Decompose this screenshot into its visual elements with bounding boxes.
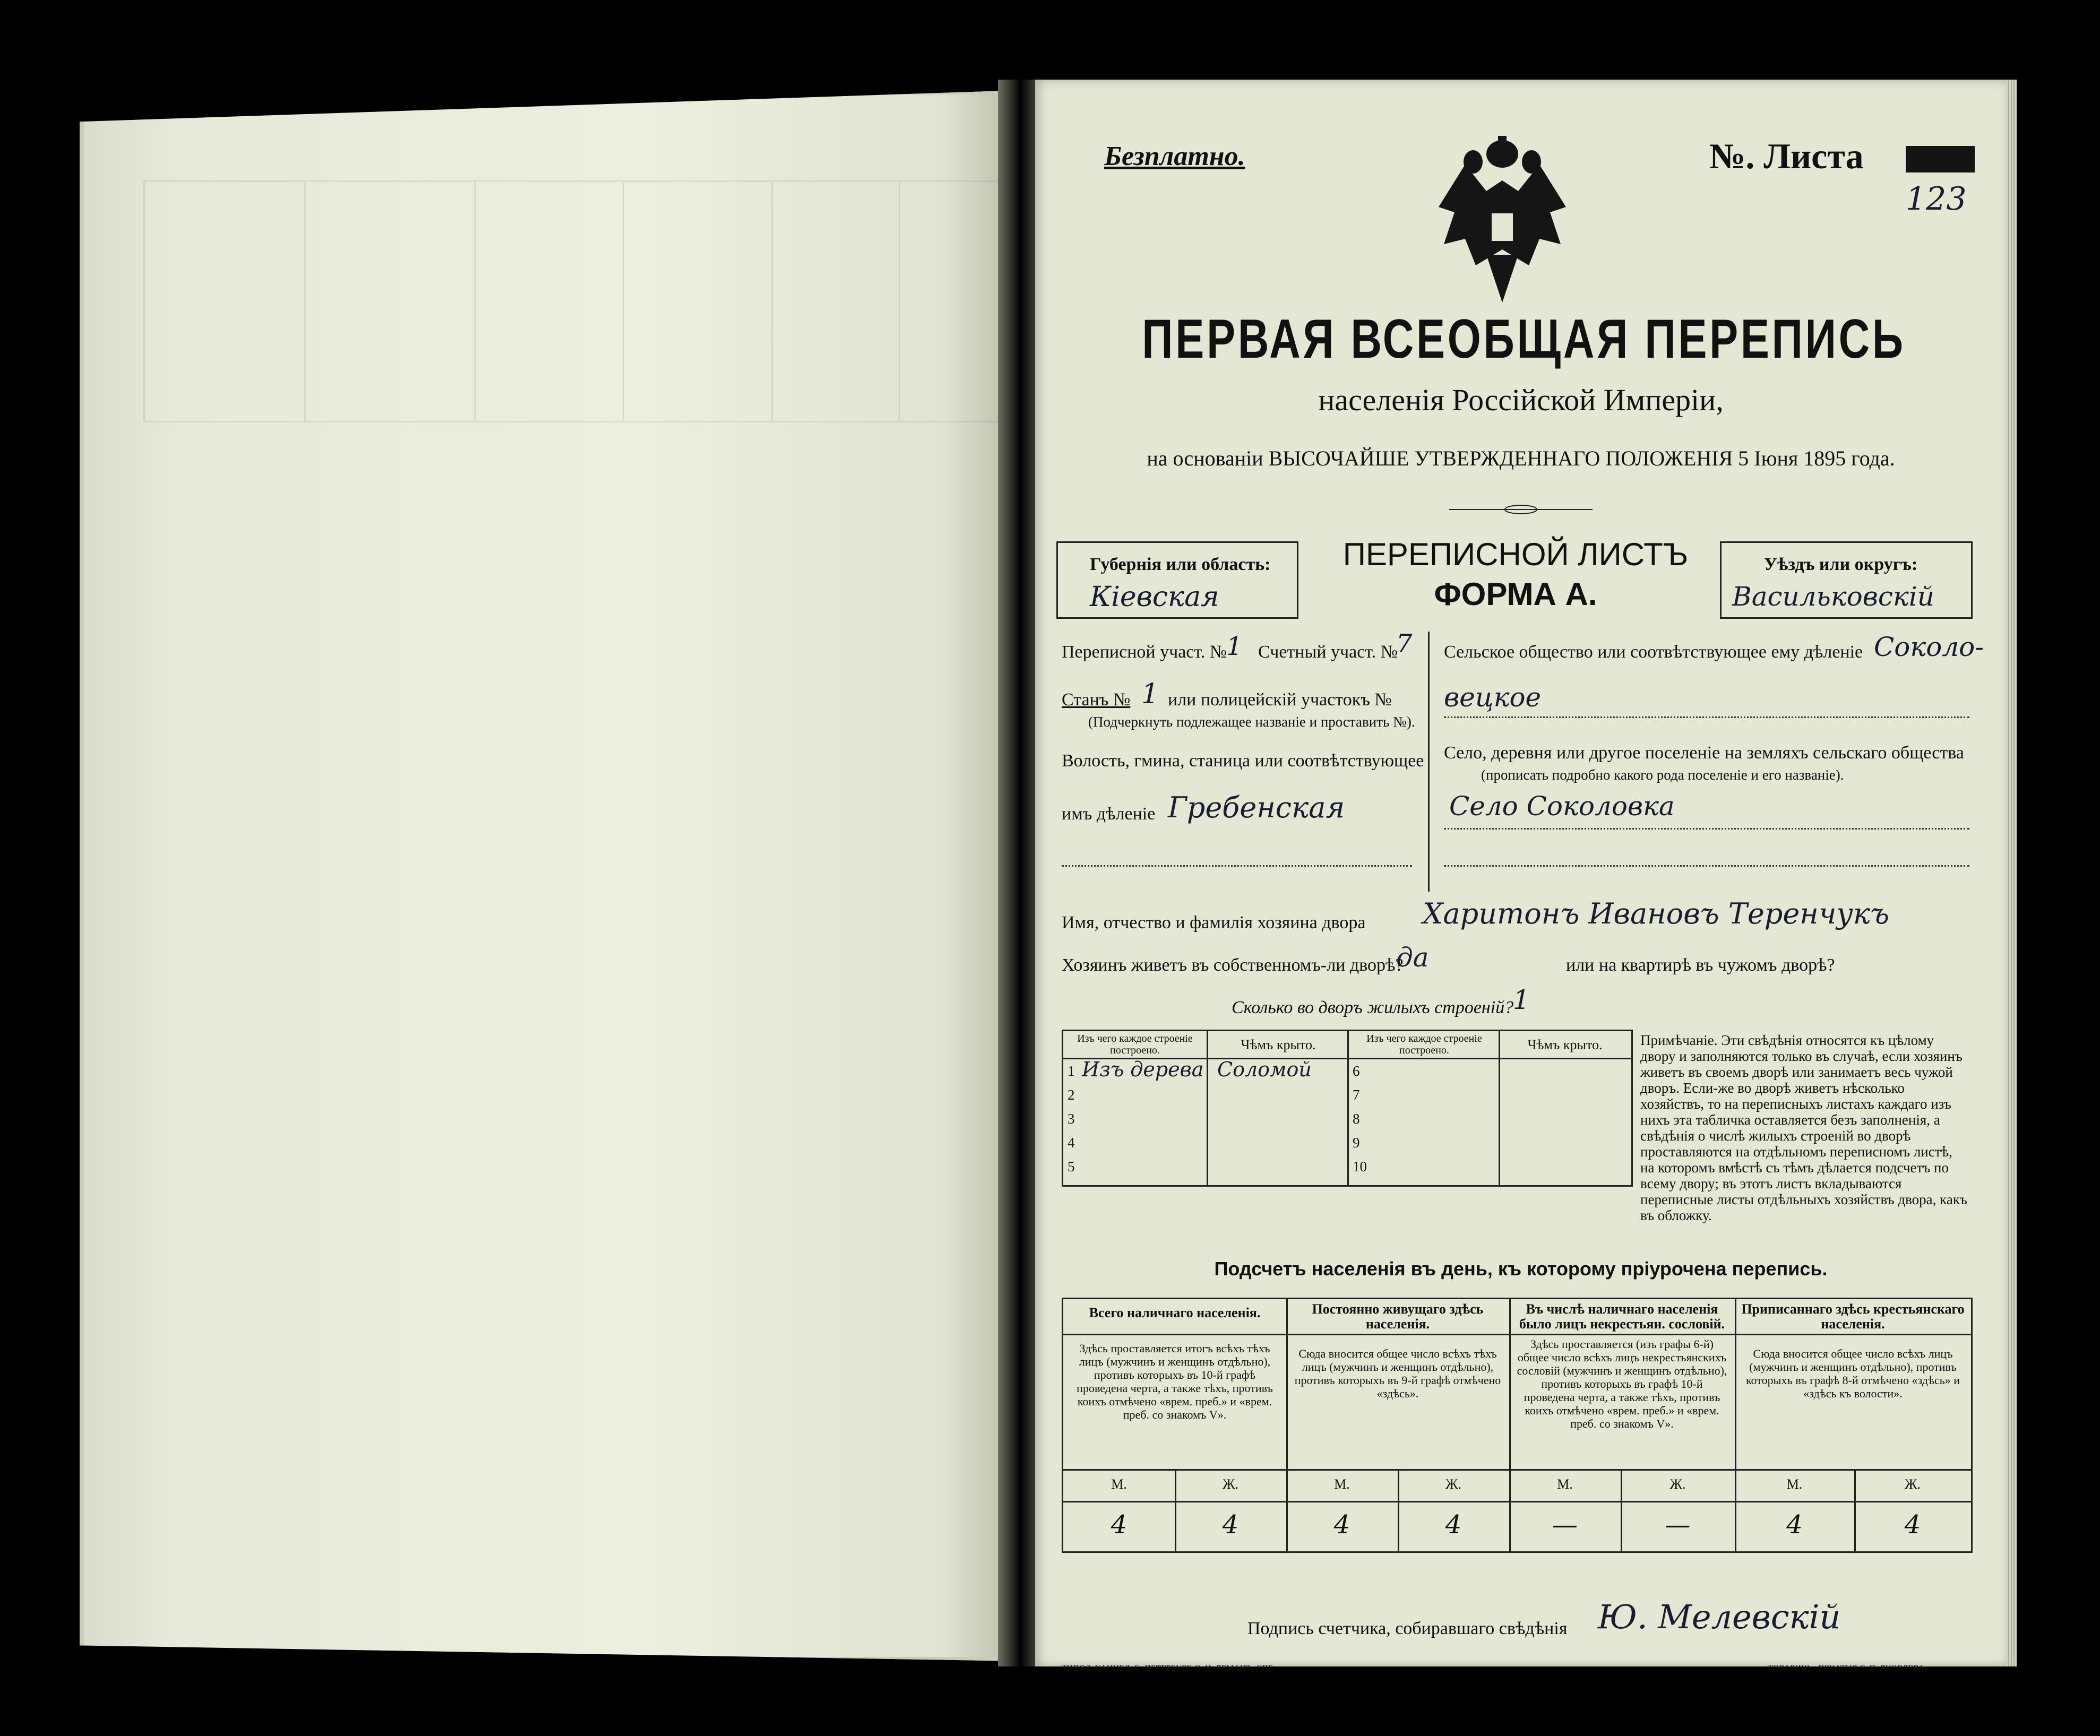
rented-yard-label: или на квартирѣ въ чужомъ дворѣ? — [1566, 955, 1835, 975]
handwritten-page-number: 123 — [1906, 180, 1967, 218]
material-column-header-2: Изъ чего каждое строеніе построено. — [1366, 1033, 1482, 1056]
book-spine — [998, 80, 1035, 1666]
sex-f-4: Ж. — [1905, 1476, 1921, 1492]
owner-name-value: Харитонъ Ивановъ Теренчукъ — [1423, 897, 1890, 930]
stan-value: 1 — [1141, 678, 1159, 710]
population-count-title: Подсчетъ населенія въ день, къ которому пріурочена перепись. — [1214, 1258, 1828, 1280]
police-district-label: или полицейскій участокъ № — [1168, 690, 1392, 710]
count-header-total: Всего наличнаго населенія. — [1089, 1305, 1261, 1320]
province-value: Кіевская — [1090, 581, 1219, 613]
non-peasant-female-value: — — [1665, 1510, 1691, 1540]
sex-f-2: Ж. — [1445, 1476, 1461, 1492]
building1-material-value: Изъ дерева — [1082, 1058, 1204, 1081]
roof-column-header: Чѣмъ крыто. — [1241, 1037, 1316, 1052]
village-instruction: (прописать подробно какого рода поселеніе и его названіе). — [1481, 767, 1844, 783]
district-box — [1720, 541, 1973, 619]
census-form-page — [1035, 80, 2007, 1673]
page-edges — [2007, 80, 2017, 1666]
volost-value: Гребенская — [1168, 791, 1345, 824]
form-main-title: ПЕРВАЯ ВСЕОБЩАЯ ПЕРЕПИСЬ — [1142, 308, 1906, 370]
sex-f-3: Ж. — [1669, 1476, 1686, 1492]
count-area-value: 7 — [1396, 629, 1413, 659]
population-count-table — [1062, 1298, 1973, 1553]
count-header-registered-peasant: Приписаннаго здѣсь крестьянскаго населенія. — [1741, 1301, 1965, 1332]
row-number-6: 6 — [1353, 1063, 1360, 1079]
province-box — [1056, 541, 1298, 619]
count-desc-permanent: Сюда вносится общее число всѣхъ тѣхъ лицъ (мужчинъ и женщинъ отдѣльно), противъ которыхъ въ 9-й графѣ отмѣчено «здѣсь». — [1294, 1347, 1501, 1400]
village-value: Село Соколовка — [1449, 791, 1675, 822]
rural-society-label: Сельское общество или соотвѣтствующее ему дѣленіе — [1444, 642, 1863, 662]
peasant-female-value: 4 — [1904, 1510, 1921, 1540]
rural-society-value-2: вецкое — [1444, 682, 1542, 713]
village-line-1 — [1444, 828, 1969, 830]
row-number-8: 8 — [1353, 1111, 1360, 1127]
form-subtitle: населенія Россійской Имперіи, — [1318, 383, 1724, 417]
rural-society-line — [1444, 716, 1969, 718]
material-column-header: Изъ чего каждое строеніе построено. — [1077, 1033, 1193, 1056]
roof-column-header-2: Чѣмъ крыто. — [1527, 1037, 1603, 1052]
buildings-count-value: 1 — [1513, 984, 1530, 1015]
census-area-value: 1 — [1226, 632, 1243, 661]
count-header-non-peasant: Въ числѣ наличнаго населенія было лицъ некрестьян. сословій. — [1519, 1301, 1725, 1332]
buildings-count-label: Сколько во дворъ жилыхъ строеній? — [1232, 998, 1514, 1017]
remark-note: Примѣчаніе. Эти свѣдѣнія относятся къ цѣлому двору и заполняются только въ случаѣ, если хозяинъ живетъ въ своемъ дворѣ или занимаетъ весь чужой дворъ. Если-же во дворѣ живетъ нѣсколько хозяйствъ, то на переписныхъ листахъ каждаго изъ нихъ эта табличка оставляется безъ заполненія, а свѣдѣнія о числѣ жилыхъ строеній во дворѣ проставляются на отдѣльномъ переписномъ листѣ, на которомъ вмѣстѣ съ тѣмъ дѣлается подсчетъ по всему двору; въ этотъ листъ вкладываются переписные листы отдѣльныхъ хозяйствъ двора, какъ въ обложку. — [1640, 1032, 1967, 1223]
peasant-male-value: 4 — [1786, 1510, 1803, 1540]
printer-footer-left: ТИПОЛ. КАНЦЕЛ. С.-ПЕТЕРБУРГ. О. Н. ЛЕМАНЪ, СПБ — [1062, 1664, 1273, 1673]
volost-extra-line — [1062, 865, 1412, 867]
underline-instruction: (Подчеркнуть подлежащее названіе и проставить №). — [1088, 714, 1415, 730]
province-label: Губернія или область: — [1090, 555, 1271, 574]
sex-m-4: М. — [1786, 1476, 1803, 1492]
double-headed-eagle-emblem — [1433, 133, 1571, 308]
permanent-female-value: 4 — [1445, 1510, 1462, 1540]
row-number-2: 2 — [1068, 1087, 1075, 1103]
row-number-4: 4 — [1068, 1135, 1075, 1151]
row-number-5: 5 — [1068, 1159, 1075, 1174]
redacted-sheet-number — [1906, 146, 1975, 172]
count-header-permanent: Постоянно живущаго здѣсь населенія. — [1312, 1301, 1484, 1332]
sex-m-3: М. — [1557, 1476, 1573, 1492]
volost-label-1: Волость, гмина, станица или соотвѣтствующее — [1062, 751, 1424, 771]
printer-footer-right: ТОВАРИЩ. «ПЕЧАТНЯ С. П. ЯКОВЛЕВА» — [1768, 1664, 1929, 1673]
non-peasant-male-value: — — [1552, 1510, 1578, 1540]
count-desc-total: Здѣсь проставляется итогъ всѣхъ тѣхъ лицъ (мужчинъ и женщинъ отдѣльно), противъ которыхъ въ 10-й графѣ проведена черта, а также тѣхъ, противъ коихъ отмѣчено «врем. преб.» и «врем. преб. со знакомъ V». — [1077, 1342, 1273, 1421]
form-title-line1: ПЕРЕПИСНОЙ ЛИСТЪ — [1342, 537, 1689, 572]
left-page-blank — [80, 90, 1019, 1661]
building1-roof-value: Соломой — [1217, 1058, 1312, 1081]
sex-m-1: М. — [1111, 1476, 1127, 1492]
sheet-number-label: №. Листа — [1709, 136, 1864, 176]
district-value: Васильковскій — [1732, 581, 1934, 612]
owner-name-label: Имя, отчество и фамилія хозяина двора — [1062, 913, 1366, 932]
info-divider — [1428, 632, 1430, 892]
free-of-charge-label: Безплатно. — [1104, 141, 1245, 171]
own-yard-value: да — [1396, 942, 1429, 973]
count-area-label: Счетный участ. № — [1258, 642, 1398, 662]
rural-society-value-1: Соколо- — [1874, 632, 1984, 662]
bleed-through-table — [143, 180, 1012, 422]
village-line-2 — [1444, 865, 1969, 867]
total-female-value: 4 — [1222, 1510, 1239, 1540]
sex-f-1: Ж. — [1223, 1476, 1238, 1492]
enumerator-signature-label: Подпись счетчика, собиравшаго свѣдѣнія — [1247, 1619, 1568, 1638]
enumerator-signature: Ю. Мелевскій — [1598, 1597, 1841, 1636]
own-yard-label: Хозяинъ живетъ въ собственномъ-ли дворѣ? — [1062, 955, 1404, 975]
row-number-10: 10 — [1353, 1159, 1367, 1174]
row-number-1: 1 — [1068, 1063, 1075, 1079]
sex-m-2: М. — [1334, 1476, 1350, 1492]
total-male-value: 4 — [1111, 1510, 1128, 1540]
form-title-line2: ФОРМА А. — [1434, 576, 1597, 612]
count-desc-non-peasant: Здѣсь проставляется (изъ графы 6-й) общее число всѣхъ лицъ некрестьянскихъ сословій (мужчинъ и женщинъ отдѣльно), противъ которыхъ въ графѣ 10-й проведена черта, а также тѣхъ, противъ коихъ отмѣчено «врем. преб.» и «врем. преб. со знакомъ V». — [1517, 1337, 1727, 1430]
census-area-label: Переписной участ. № — [1062, 642, 1227, 662]
village-label: Село, деревня или другое поселеніе на земляхъ сельскаго общества — [1444, 743, 1964, 763]
district-label: Уѣздъ или округъ: — [1764, 555, 1918, 574]
count-desc-registered-peasant: Сюда вносится общее число всѣхъ лицъ (мужчинъ и женщинъ отдѣльно), противъ которыхъ въ графѣ 8-й отмѣчено «здѣсь» и «здѣсь къ волости». — [1745, 1347, 1960, 1400]
ornament-divider — [1449, 502, 1593, 517]
volost-label-2: имъ дѣленіе — [1062, 804, 1156, 824]
permanent-male-value: 4 — [1333, 1510, 1350, 1540]
buildings-table — [1062, 1030, 1633, 1187]
stan-label: Станъ № — [1062, 690, 1131, 710]
row-number-3: 3 — [1068, 1111, 1075, 1127]
row-number-7: 7 — [1353, 1087, 1360, 1103]
row-number-9: 9 — [1353, 1135, 1360, 1151]
legal-basis-line: на основаніи ВЫСОЧАЙШЕ УТВЕРЖДЕННАГО ПОЛОЖЕНІЯ 5 Іюня 1895 года. — [1147, 446, 1895, 470]
